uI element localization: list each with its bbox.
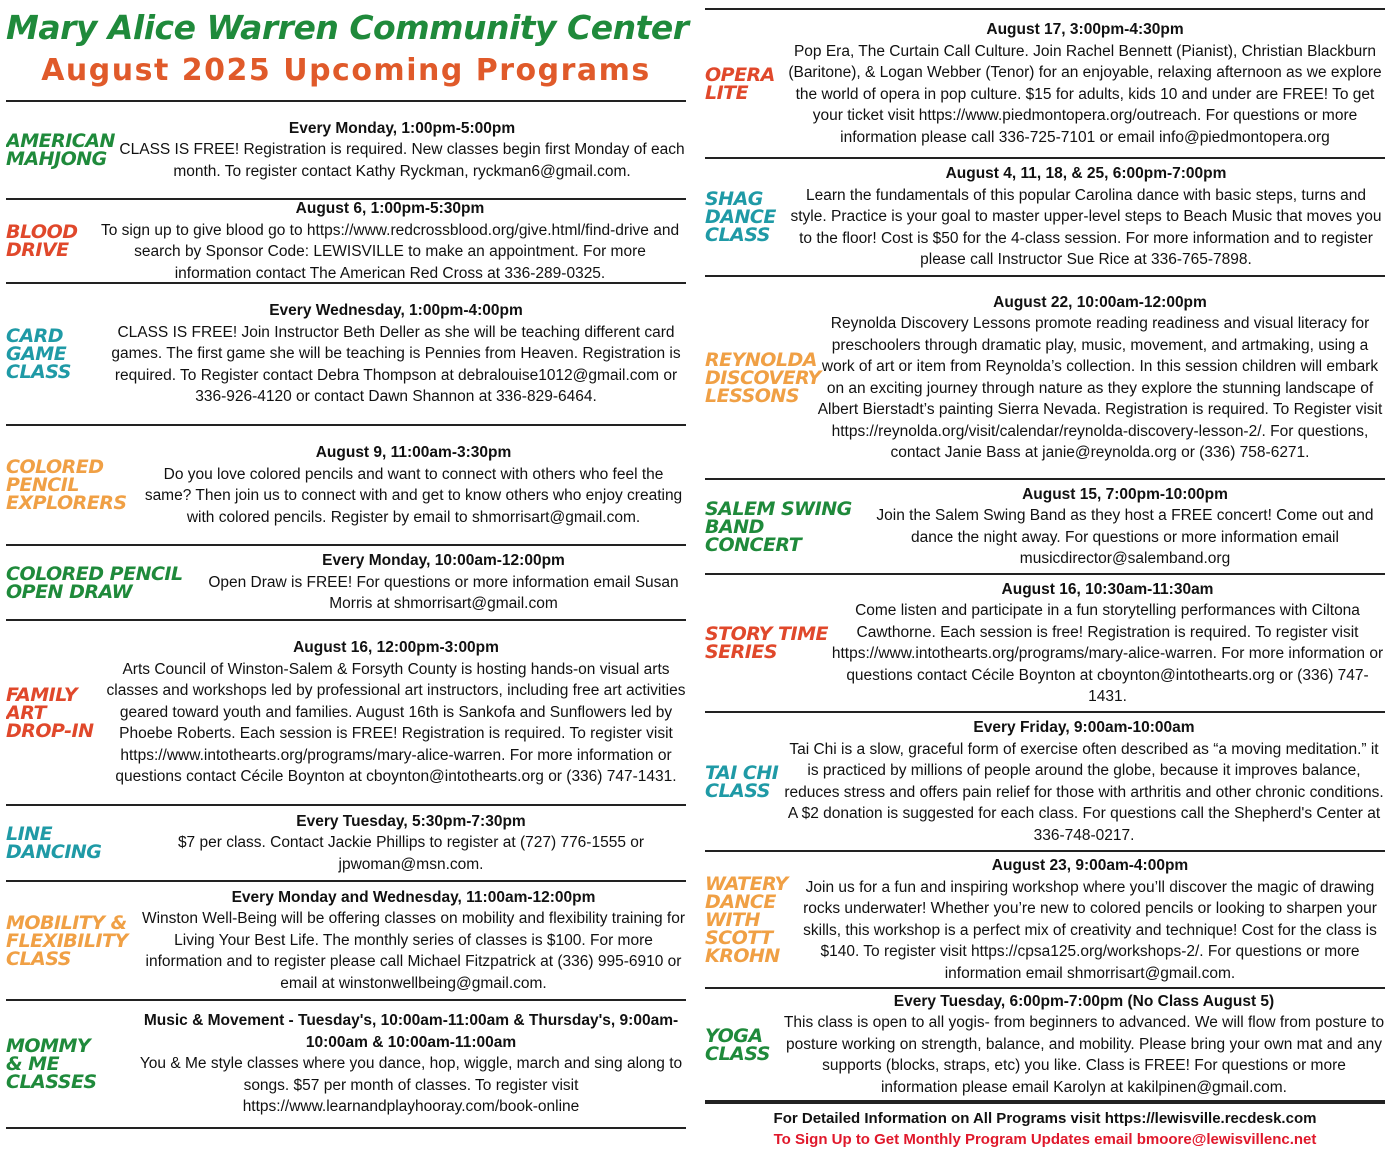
program-date: August 9, 11:00am-3:30pm [315, 444, 512, 461]
program-description: Learn the fundamentals of this popular Carolina dance with basic steps, turns and style. Practice is your goal to master upper-level steps to Beach Music that moves you to the floor! Cost is $50 for the 4-class session. For more information and to register please call Instructor Sue Rice at 336-765-7898. [790, 186, 1382, 269]
program-description: Come listen and participate in a fun storytelling performances with Ciltona Cawthorne. Each session is free! Registration is required. To register visit https://www.intothearts.org/programs/mary-alice-warren. For more information or questions contact Cécile Boynton at cboynton@intothearts.org or (336) 747-1431. [831, 602, 1384, 705]
footer-signup-line: To Sign Up to Get Monthly Program Updates email bmoore@lewisvillenc.net [773, 1131, 1317, 1148]
program-description: $7 per class. Contact Jackie Phillips to register at (727) 776-1555 or jpwoman@msn.com. [177, 834, 645, 873]
page-subtitle: August 2025 Upcoming Programs [41, 53, 651, 88]
program-date: Every Friday, 9:00am-10:00am [973, 719, 1195, 736]
program-date: Every Monday and Wednesday, 11:00am-12:00pm [231, 888, 596, 906]
program-date: Every Wednesday, 1:00pm-4:00pm [269, 302, 523, 320]
program-description: To sign up to give blood go to https://www.redcrossblood.org/give.html/find-drive and search by Sponsor Code: LEWISVILLE to make an appointment. For more information contact The American Red Cross at 336-289-0325. [100, 221, 680, 282]
program-name: REYNOLDA DISCOVERY LESSONS [705, 348, 821, 407]
program-details [795, 855, 1385, 984]
program-date: Every Tuesday, 6:00pm-7:00pm (No Class August 5) [893, 992, 1275, 1010]
program-name: SALEM SWING BAND CONCERT [705, 497, 852, 556]
program-details [141, 887, 686, 995]
program-details [94, 200, 686, 284]
program-row [705, 10, 1385, 159]
program-row [6, 426, 686, 546]
program-description: This class is open to all yogis- from beginners to advanced. We will flow from posture to posture working on strength, balance, and mobility. Please bring your own mat and any supports (blocks, straps, etc) you like. Class is FREE! For questions or more information please email Karolyn at kakilpinen@gmail.com. [783, 1014, 1385, 1096]
program-date: August 16, 12:00pm-3:00pm [293, 639, 499, 657]
program-date: August 4, 11, 18, & 25, 6:00pm-7:00pm [945, 165, 1227, 183]
program-name: LINE DANCING [6, 823, 102, 863]
program-description: Tai Chi is a slow, graceful form of exercise often described as “a moving meditation.” it is practiced by millions of people around the globe, because it improves balance, reduces stress and offers pain relief for those with arthritis and other chronic conditions. A $2 donation is suggested for each class. For questions call the Shepherd's Center at 336-748-0217. [784, 740, 1384, 844]
program-row [705, 713, 1385, 852]
program-description: Join us for a fun and inspiring workshop where you’ll discover the magic of drawing rocks underwater! Whether you’re new to colored pencils or looking to sharpen your skills, this workshop is a perfect mix of creativity and technique! Cost for the class is $140. To register visit https://cpsa125.org/workshops-2/. For questions or more information email shmorrisart@gmail.com. [803, 878, 1377, 982]
program-name: YOGA CLASS [705, 1024, 770, 1065]
program-details [106, 637, 686, 788]
program-description: Arts Council of Winston-Salem & Forsyth County is hosting hands-on visual arts classes and workshops led by professional art instructors, including free art activities geared toward youth and families. August 16th is Sankofa and Sunflowers led by Phoebe Roberts. Each session is FREE! Registration is required. To register visit https://www.intothearts.org/programs/mary-alice-warren. For more information or questions contact Cécile Boynton at cboynton@intothearts.org or (336) 747-1431. [106, 660, 686, 786]
program-details [141, 442, 686, 528]
program-row [705, 277, 1385, 480]
program-details [783, 717, 1385, 846]
program-row [705, 480, 1385, 575]
program-row [705, 575, 1385, 713]
program-details [785, 19, 1385, 148]
page-title: Mary Alice Warren Community Center [6, 8, 689, 47]
program-date: August 23, 9:00am-4:00pm [991, 857, 1189, 874]
program-name: OPERA LITE [705, 63, 775, 104]
program-name: COLORED PENCIL OPEN DRAW [6, 562, 183, 603]
program-description: Do you love colored pencils and want to connect with others who feel the same? Then join us to connect with and get to know others who enjoy creating with colored pencils. Register by email to shmorrisart@gmail.com. [144, 465, 683, 526]
program-date: August 17, 3:00pm-4:30pm [986, 21, 1184, 38]
program-description: Reynolda Discovery Lessons promote reading readiness and visual literacy for preschoolers through dramatic play, music, movement, and artmaking, using a work of art or item from Reynolda’s collection. In this session children will embark on an exciting journey through nature as they explore the stunning landscape of Albert Bierstadt’s painting Sierra Nevada. Registration is required. To Register visit https://reynolda.org/visit/calendar/reynolda-discovery-lesson-2/. For questions, contact Janie Bass at janie@reynolda.org or (336) 758-6271. [817, 315, 1383, 461]
program-name: BLOOD DRIVE [6, 221, 78, 261]
program-row [6, 546, 686, 621]
program-description: Pop Era, The Curtain Call Culture. Join Rachel Bennett (Pianist), Christian Blackburn (Baritone), & Logan Webber (Tenor) for an enjoyable, relaxing afternoon as we explore the world of opera in pop culture. $15 for adults, kids 10 and under are FREE! To get your ticket visit https://www.piedmontopera.org/outreach. For questions or more information please call 336-725-7101 or email info@piedmontopera.org [788, 42, 1382, 146]
right-column [705, 0, 1385, 1150]
left-column [6, 0, 689, 1129]
program-name: AMERICAN MAHJONG [6, 130, 115, 170]
program-name: COLORED PENCIL EXPLORERS [6, 456, 127, 514]
left-program-list [6, 102, 686, 1129]
program-name: MOMMY & ME CLASSES [6, 1035, 97, 1093]
footer [705, 1102, 1385, 1150]
footer-info-line: For Detailed Information on All Programs visit https://lewisville.recdesk.com [773, 1110, 1317, 1127]
program-date: Every Monday, 10:00am-12:00pm [322, 552, 565, 570]
program-details [106, 300, 686, 408]
program-row [705, 989, 1385, 1102]
program-row [6, 621, 686, 806]
program-name: SHAG DANCE CLASS [705, 188, 776, 246]
program-date: August 22, 10:00am-12:00pm [993, 293, 1207, 311]
page-header [6, 0, 689, 102]
program-description: Join the Salem Swing Band as they host a FREE concert! Come out and dance the night away. For questions or more information email musicdirector@salemband.org [876, 507, 1374, 567]
program-details [136, 1010, 686, 1118]
right-program-list [705, 8, 1385, 1102]
program-name: FAMILY ART DROP-IN [6, 683, 94, 742]
program-details [136, 811, 686, 876]
program-row [6, 882, 686, 1001]
program-date: August 15, 7:00pm-10:00pm [1022, 485, 1228, 503]
program-date: Every Monday, 1:00pm-5:00pm [288, 119, 516, 137]
program-row [6, 102, 686, 200]
program-date: August 6, 1:00pm-5:30pm [295, 200, 485, 217]
program-description: Open Draw is FREE! For questions or more information email Susan Morris at shmorrisart@gmail.com [208, 573, 679, 613]
program-details [787, 163, 1385, 271]
program-details [830, 579, 1385, 708]
program-description: CLASS IS FREE! Registration is required. New classes begin first Monday of each month. To register contact Kathy Ryckman, ryckman6@gmail.com. [119, 141, 685, 180]
program-date: Every Tuesday, 5:30pm-7:30pm [296, 812, 526, 830]
program-row [6, 806, 686, 882]
program-row [6, 1001, 686, 1129]
program-row [6, 200, 686, 284]
program-details [118, 118, 686, 183]
program-details [783, 991, 1385, 1099]
program-name: WATERY DANCE WITH SCOTT KROHN [705, 872, 788, 967]
program-details [201, 550, 686, 615]
program-date: Music & Movement - Tuesday's, 10:00am-11:00am & Thursday's, 9:00am-10:00am & 10:00am-11:00am [143, 1012, 679, 1051]
program-row [6, 284, 686, 426]
program-description: CLASS IS FREE! Join Instructor Beth Deller as she will be teaching different card games. The first game she will be teaching is Pennies from Heaven. Registration is required. To Register contact Debra Thompson at debralouise1012@gmail.com or 336-926-4120 or contact Dawn Shannon at 336-829-6464. [111, 323, 681, 406]
program-details [865, 484, 1385, 570]
program-name: MOBILITY & FLEXIBILITY CLASS [6, 911, 128, 970]
program-row [705, 159, 1385, 277]
program-row [705, 852, 1385, 989]
program-name: STORY TIME SERIES [705, 623, 828, 663]
program-name: CARD GAME CLASS [6, 325, 71, 383]
program-name: TAI CHI CLASS [705, 761, 779, 802]
program-date: August 16, 10:30am-11:30am [1001, 580, 1214, 598]
program-description: You & Me style classes where you dance, hop, wiggle, march and sing along to songs. $57 per month of classes. To register visit https://www.learnandplayhooray.com/book-online [139, 1055, 683, 1116]
program-details [815, 292, 1385, 464]
program-description: Winston Well-Being will be offering classes on mobility and flexibility training for Living Your Best Life. The monthly series of classes is $100. For more information and to register please call Michael Fitzpatrick at (336) 995-6910 or email at winstonwellbeing@gmail.com. [141, 910, 686, 992]
